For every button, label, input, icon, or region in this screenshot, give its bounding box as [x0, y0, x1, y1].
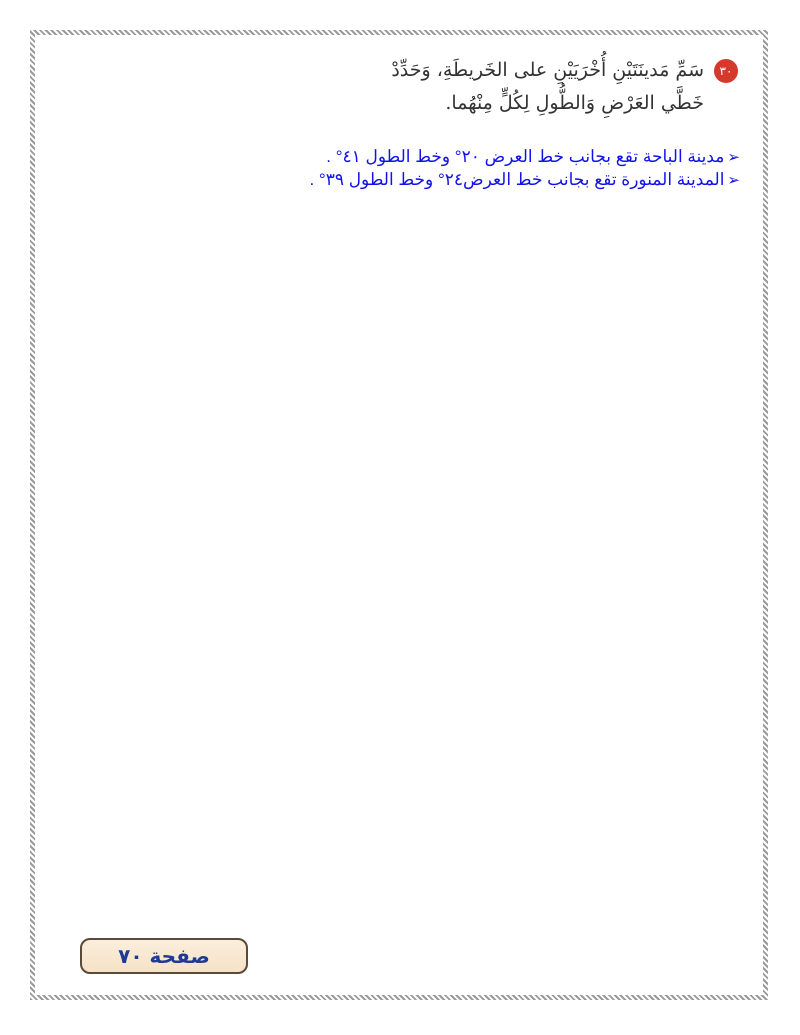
answer-text: المدينة المنورة تقع بجانب خط العرض٢٤° وخط الطول ٣٩° .: [309, 170, 725, 189]
page-number-label: صفحة ٧٠: [80, 938, 248, 974]
arrow-bullet-icon: ➢: [727, 172, 740, 189]
arrow-bullet-icon: ➢: [727, 149, 740, 166]
question-line-2: خَطَّي العَرْضِ وَالطُّولِ لِكُلٍّ مِنْهُما.: [445, 92, 704, 114]
answer-text: مدينة الباحة تقع بجانب خط العرض ٢٠° وخط الطول ٤١° .: [326, 147, 725, 166]
answer-item: [100, 169, 740, 192]
question-number-badge: ٣٠: [714, 59, 738, 83]
question-line-1: سَمِّ مَدينَتَيْنِ أُخْرَيَيْنِ على الخَريطَةِ، وَحَدِّدْ: [391, 59, 704, 81]
question-block: [138, 54, 738, 120]
answers-list: [100, 146, 740, 192]
answer-item: [100, 146, 740, 169]
